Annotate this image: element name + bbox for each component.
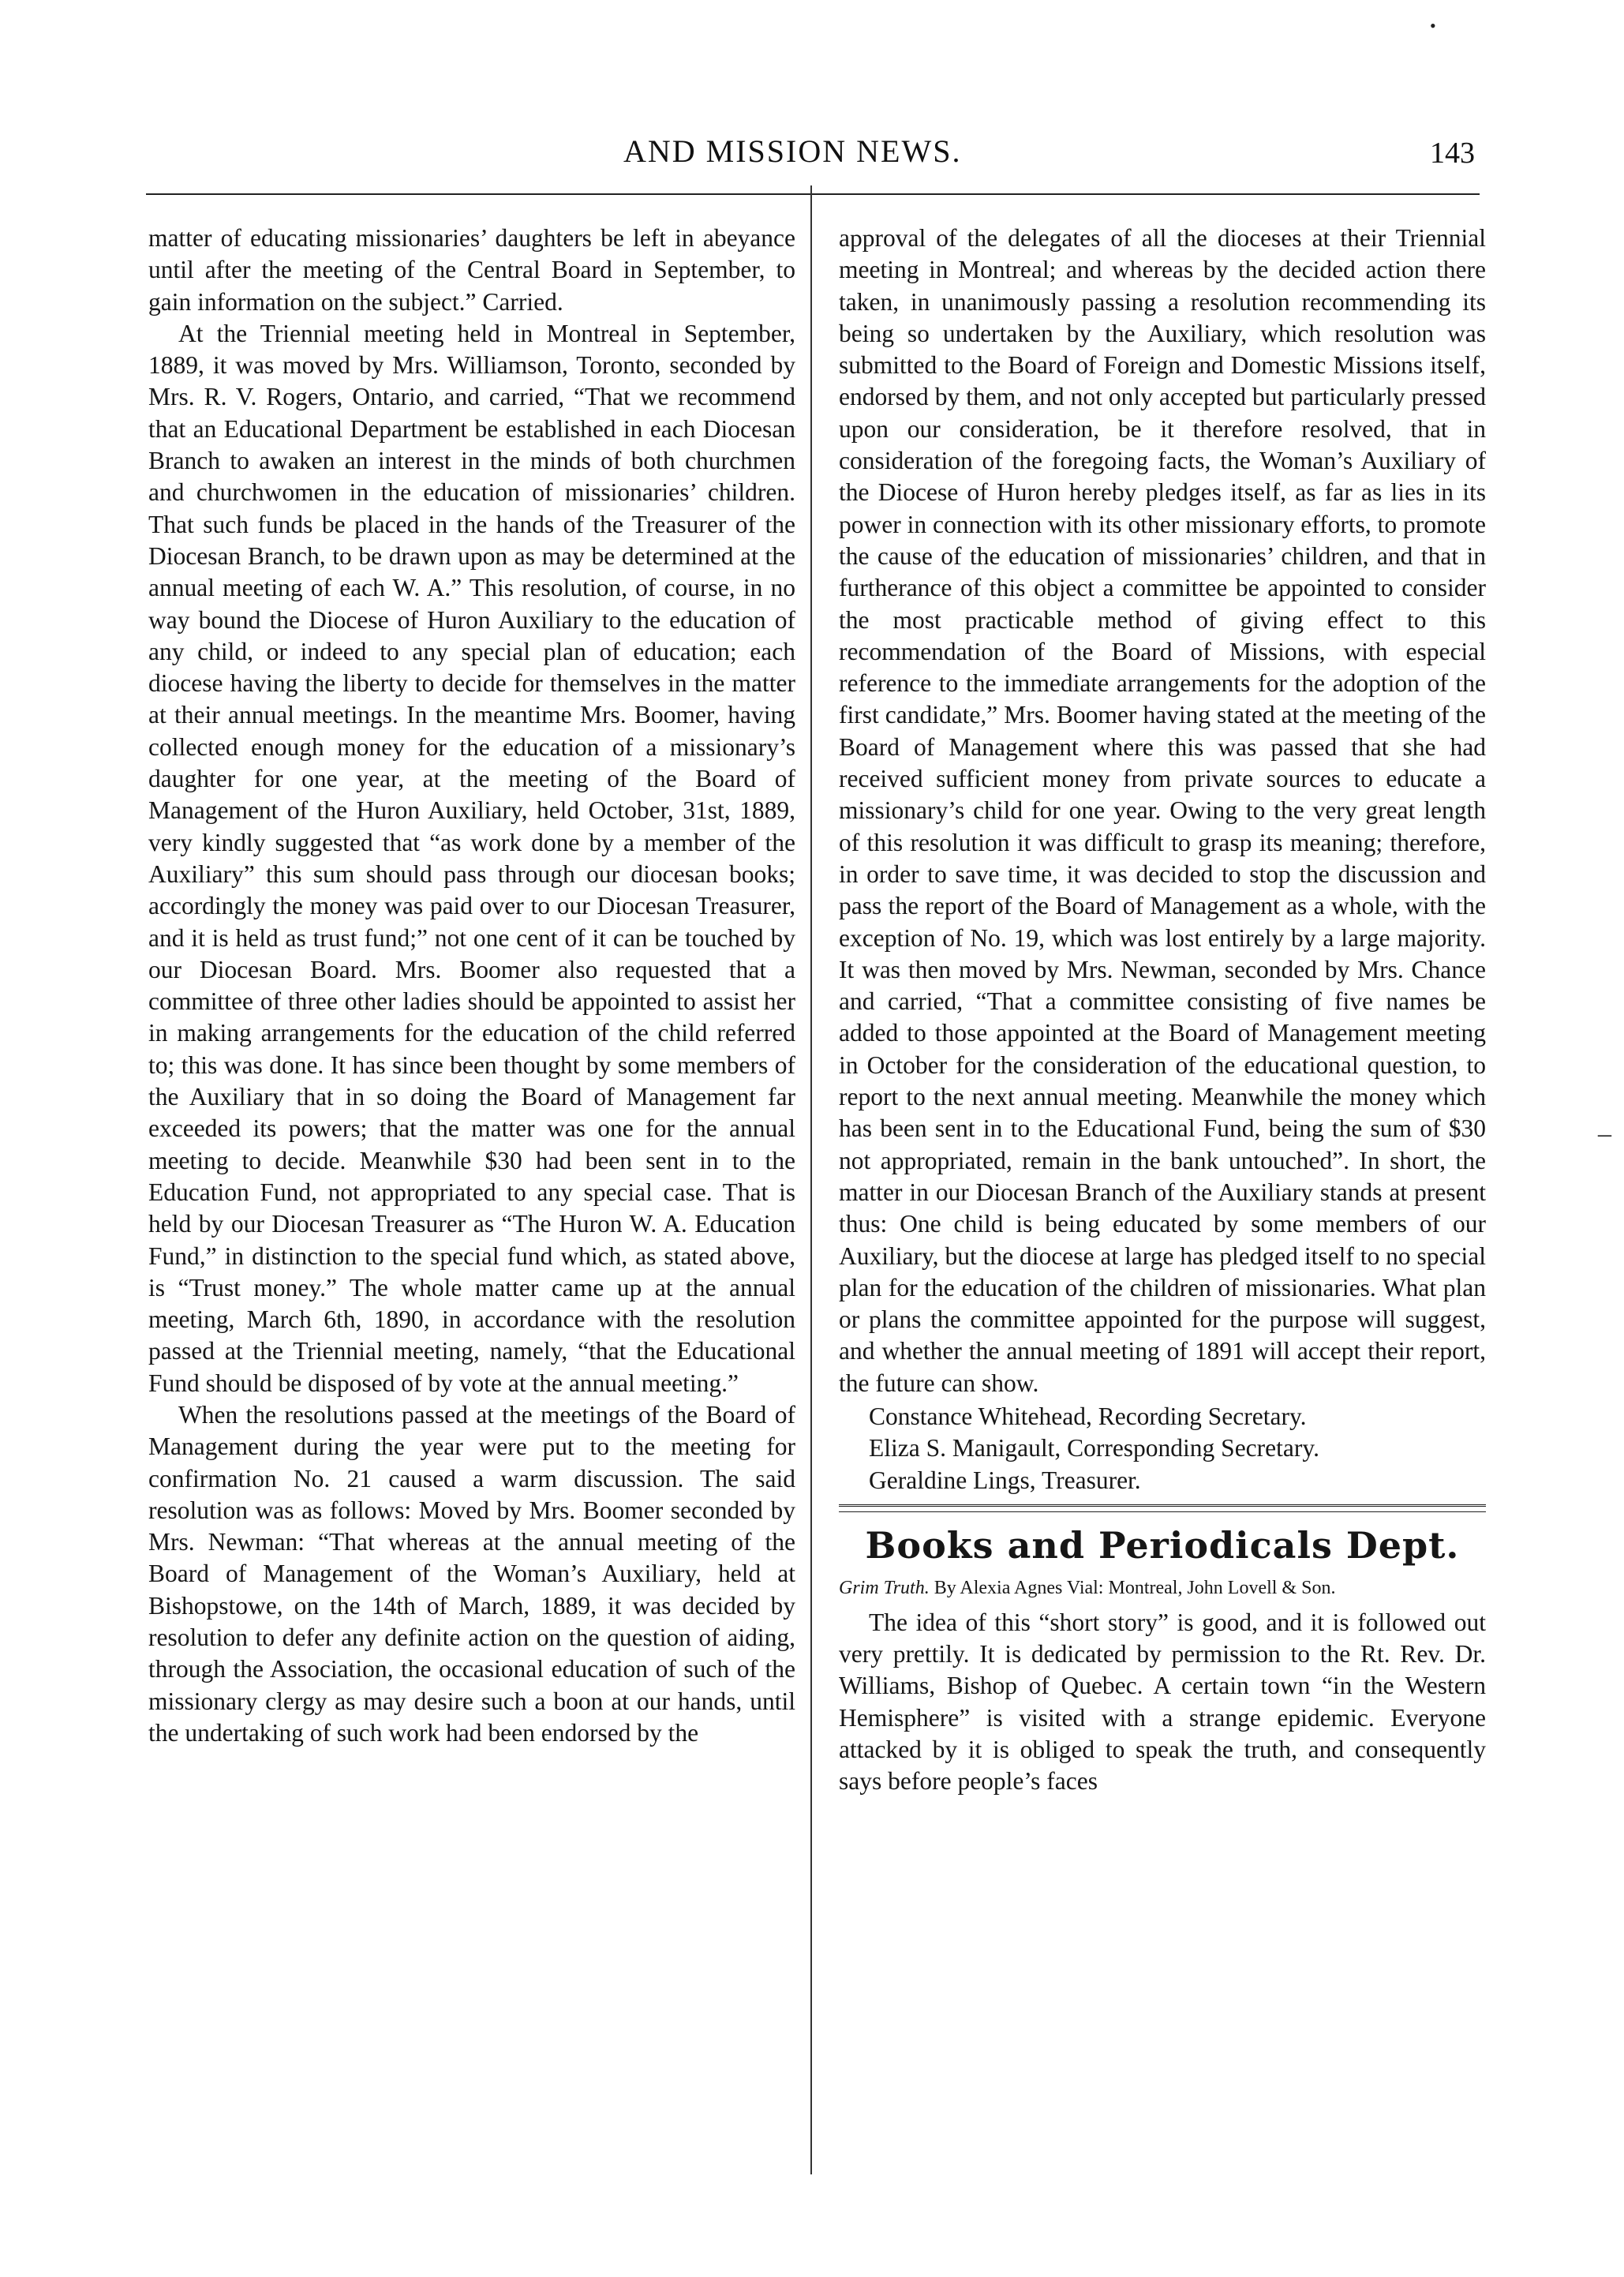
paragraph: When the resolutions passed at the meetings of the Board of Management during the year were put to the meeting for confirmation No. 21 caused a warm discussion. The said resolution was as follows: Moved by Mrs. Boomer seconded by Mrs. Newman: “That whereas at the annual meeting of the Board of Management of the Woman’s Auxiliary, held at Bishopstowe, on the 14th of March, 1889, it was decided by resolution to defer any definite action on the question of aiding, through the Association, the occasional education of such of the missionary clergy as may desire such a boon at our hands, until the undertaking of such work had been endorsed by the xyxy=(148,1400,795,1747)
section-rule xyxy=(839,1504,1486,1512)
running-title: AND MISSION NEWS. xyxy=(623,133,962,169)
book-entry xyxy=(839,1577,1486,1599)
column-divider xyxy=(810,185,812,2174)
signature-line: Eliza S. Manigault, Corresponding Secretary. xyxy=(869,1434,1319,1462)
book-title: Grim Truth. xyxy=(839,1577,930,1598)
left-column xyxy=(148,223,795,1749)
margin-dash: – xyxy=(1598,1119,1611,1148)
paragraph: matter of educating missionaries’ daughters be left in abeyance until after the meeting of the Central Board in September, to gain information on the subject.” Carried. xyxy=(148,224,795,316)
header-rule xyxy=(146,193,1480,195)
section-heading: Books and Periodicals Dept. xyxy=(865,1523,1460,1567)
paragraph: At the Triennial meeting held in Montreal in September, 1889, it was moved by Mrs. Williamson, Toronto, seconded by Mrs. R. V. Rogers, Ontario, and carried, “That we recommend that an Educational Department be established in each Diocesan Branch to awaken an interest in the minds of both churchmen and churchwomen in the education of missionaries’ children. That such funds be placed in the hands of the Treasurer of the Diocesan Branch, to be drawn upon as may be determined at the annual meeting of each W. A.” This resolution, of course, in no way bound the Diocese of Huron Auxiliary to the education of any child, or indeed to any special plan of education; each diocese having the liberty to decide for themselves in the matter at their annual meetings. In the meantime Mrs. Boomer, having collected enough money for the education of a missionary’s daughter for one year, at the meeting of the Board of Management of the Huron Auxiliary, held October, 31st, 1889, very kindly suggested that “as work done by a member of the Auxiliary” this sum should pass through our diocesan books; accordingly the money was paid over to our Diocesan Treasurer, and it is held as trust fund;” not one cent of it can be touched by our Diocesan Board. Mrs. Boomer also requested that a committee of three other ladies should be appointed to assist her in making arrangements for the education of the child referred to; this was done. It has since been thought by some members of the Auxiliary that in so doing the Board of Management far exceeded its powers; that the matter was one for the annual meeting to decide. Meanwhile $30 had been sent in to the Education Fund, not appropriated to any special case. That is held by our Diocesan Treasurer as “The Huron W. A. Education Fund,” in distinction to the special fund which, as stated above, is “Trust money.” The whole matter came up at the annual meeting, March 6th, 1890, in accordance with the resolution passed at the Triennial meeting, namely, “that the Educational Fund should be disposed of by vote at the annual meeting.” xyxy=(148,319,795,1397)
book-details: By Alexia Agnes Vial: Montreal, John Lovell & Son. xyxy=(934,1577,1336,1598)
paragraph: The idea of this “short story” is good, and it is followed out very prettily. It is dedicated by permission to the Rt. Rev. Dr. Williams, Bishop of Quebec. A certain town “in the Western Hemisphere” is visited with a strange epidemic. Everyone attacked by it is obliged to speak the truth, and consequently says before people’s faces xyxy=(839,1608,1486,1796)
running-head xyxy=(0,133,1624,180)
paragraph: approval of the delegates of all the dioceses at their Triennial meeting in Montreal; and whereas by the decided action there taken, in unanimously passing a resolution recommending its being so undertaken by the Auxiliary, which resolution was submitted to the Board of Foreign and Domestic Missions itself, endorsed by them, and not only accepted but particularly pressed upon our consideration, be it therefore resolved, that in consideration of the foregoing facts, the Woman’s Auxiliary of the Diocese of Huron hereby pledges itself, as far as lies in its power in connection with its other missionary efforts, to promote the cause of the education of missionaries’ children, and that in furtherance of this object a committee be appointed to consider the most practicable method of giving effect to this recommendation of the Board of Missions, with especial reference to the immediate arrangements for the adoption of the first candidate,” Mrs. Boomer having stated at the meeting of the Board of Management where this was passed that she had received sufficient money from private sources to educate a missionary’s child for one year. Owing to the very great length of this resolution it was difficult to grasp its meaning; therefore, in order to save time, it was decided to stop the discussion and pass the report of the Board of Management as a whole, with the exception of No. 19, which was lost entirely by a large majority. It was then moved by Mrs. Newman, seconded by Mrs. Chance and carried, “That a committee consisting of five names be added to those appointed at the Board of Management meeting in October for the consideration of the educational question, to report to the next annual meeting. Meanwhile the money which has been sent in to the Educational Fund, being the sum of $30 not appropriated, remain in the bank untouched”. In short, the matter in our Diocesan Branch of the Auxiliary stands at present thus: One child is being educated by some members of our Auxiliary, but the diocese at large has pledged itself to no special plan for the education of the children of missionaries. What plan or plans the committee appointed for the purpose will suggest, and whether the annual meeting of 1891 will accept their report, the future can show. xyxy=(839,224,1487,1397)
print-speck: • xyxy=(1430,16,1436,36)
signature-line: Constance Whitehead, Recording Secretary. xyxy=(869,1402,1307,1430)
right-column xyxy=(839,223,1486,1798)
signature-line: Geraldine Lings, Treasurer. xyxy=(869,1466,1141,1494)
signature-block xyxy=(839,1401,1486,1496)
page-number: 143 xyxy=(1430,137,1475,170)
